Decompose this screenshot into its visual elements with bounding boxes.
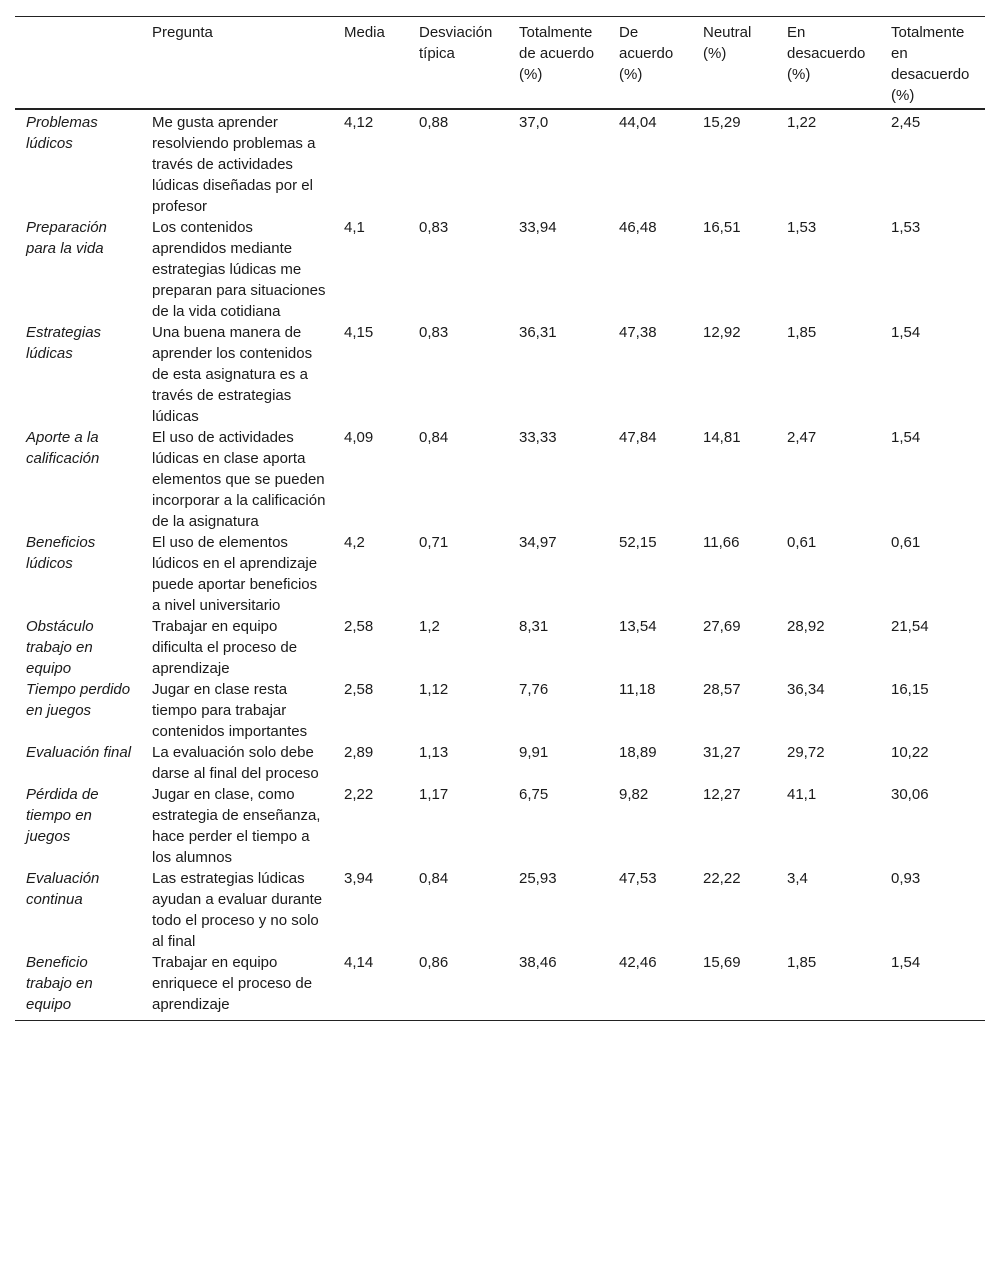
cell-disagree: 0,61 (787, 534, 817, 551)
cell-strongly-disagree: 16,15 (891, 681, 929, 698)
cell-category: Beneficio trabajo en equipo (26, 954, 93, 1013)
table-row (15, 742, 985, 784)
cell-mean: 4,12 (344, 114, 374, 131)
cell-strongly-agree: 33,94 (519, 219, 557, 236)
column-header-std-dev: Desviación típica (419, 24, 493, 62)
cell-question: Las estrategias lúdicas ayudan a evaluar durante todo el proceso y no solo al final (152, 870, 323, 950)
header-row (15, 17, 985, 110)
cell-agree: 47,53 (619, 870, 657, 887)
table-body (15, 109, 985, 1021)
cell-neutral: 22,22 (703, 870, 741, 887)
cell-disagree: 1,85 (787, 954, 817, 971)
cell-mean: 2,58 (344, 681, 374, 698)
cell-std-dev: 1,2 (419, 618, 440, 635)
table-row (15, 952, 985, 1021)
cell-strongly-disagree: 2,45 (891, 114, 921, 131)
cell-agree: 11,18 (619, 681, 656, 698)
cell-agree: 13,54 (619, 618, 657, 635)
cell-neutral: 27,69 (703, 618, 741, 635)
cell-neutral: 14,81 (703, 429, 741, 446)
cell-mean: 4,2 (344, 534, 365, 551)
cell-question: Jugar en clase, como estrategia de enseñanza, hace perder el tiempo a los alumnos (152, 786, 321, 866)
survey-results-table (15, 16, 985, 1021)
cell-strongly-agree: 25,93 (519, 870, 557, 887)
cell-strongly-disagree: 30,06 (891, 786, 929, 803)
cell-question: El uso de actividades lúdicas en clase aporta elementos que se pueden incorporar a la calificación de la asignatura (152, 429, 326, 530)
cell-category: Aporte a la calificación (26, 429, 100, 467)
table-row (15, 109, 985, 217)
cell-disagree: 1,22 (787, 114, 817, 131)
cell-mean: 2,58 (344, 618, 374, 635)
table-row (15, 616, 985, 679)
cell-std-dev: 0,71 (419, 534, 449, 551)
cell-question: La evaluación solo debe darse al final del proceso (152, 744, 319, 782)
column-header-question: Pregunta (152, 24, 213, 41)
column-header-agree: De acuerdo (%) (619, 24, 674, 83)
cell-category: Pérdida de tiempo en juegos (26, 786, 99, 845)
cell-mean: 3,94 (344, 870, 374, 887)
cell-mean: 4,1 (344, 219, 365, 236)
cell-mean: 4,15 (344, 324, 374, 341)
table-row (15, 679, 985, 742)
cell-strongly-disagree: 21,54 (891, 618, 929, 635)
cell-question: Me gusta aprender resolviendo problemas a través de actividades lúdicas diseñadas por el profesor (152, 114, 316, 215)
cell-strongly-disagree: 1,54 (891, 954, 921, 971)
cell-agree: 46,48 (619, 219, 657, 236)
cell-strongly-agree: 8,31 (519, 618, 549, 635)
cell-category: Evaluación continua (26, 870, 100, 908)
cell-std-dev: 0,86 (419, 954, 449, 971)
table-row (15, 532, 985, 616)
cell-std-dev: 1,12 (419, 681, 449, 698)
table-header (15, 17, 985, 110)
cell-neutral: 12,27 (703, 786, 741, 803)
cell-neutral: 31,27 (703, 744, 741, 761)
cell-category: Evaluación final (26, 744, 132, 761)
cell-agree: 9,82 (619, 786, 649, 803)
cell-agree: 42,46 (619, 954, 657, 971)
cell-strongly-agree: 37,0 (519, 114, 549, 131)
cell-disagree: 29,72 (787, 744, 825, 761)
column-header-mean: Media (344, 24, 385, 41)
cell-strongly-disagree: 0,61 (891, 534, 921, 551)
cell-strongly-agree: 36,31 (519, 324, 557, 341)
cell-std-dev: 1,13 (419, 744, 449, 761)
table-row (15, 217, 985, 322)
cell-agree: 52,15 (619, 534, 657, 551)
cell-category: Preparación para la vida (26, 219, 107, 257)
cell-strongly-disagree: 0,93 (891, 870, 921, 887)
cell-neutral: 11,66 (703, 534, 740, 551)
cell-disagree: 28,92 (787, 618, 825, 635)
cell-std-dev: 0,84 (419, 429, 449, 446)
column-header-disagree: En desacuerdo (%) (787, 24, 866, 83)
cell-category: Problemas lúdicos (26, 114, 98, 152)
cell-disagree: 41,1 (787, 786, 817, 803)
cell-question: El uso de elementos lúdicos en el aprendizaje puede aportar beneficios a nivel universitario (152, 534, 318, 614)
cell-neutral: 16,51 (703, 219, 741, 236)
cell-std-dev: 0,83 (419, 324, 449, 341)
cell-strongly-agree: 38,46 (519, 954, 557, 971)
cell-std-dev: 0,83 (419, 219, 449, 236)
cell-neutral: 15,29 (703, 114, 741, 131)
cell-disagree: 1,53 (787, 219, 817, 236)
table-row (15, 427, 985, 532)
column-header-strongly-agree: Totalmente de acuerdo (%) (519, 24, 595, 83)
cell-question: Una buena manera de aprender los contenidos de esta asignatura es a través de estrategias lúdicas (152, 324, 313, 425)
column-header-neutral: Neutral (%) (703, 24, 752, 62)
cell-std-dev: 0,84 (419, 870, 449, 887)
cell-strongly-agree: 9,91 (519, 744, 549, 761)
table-row (15, 322, 985, 427)
column-header-category (15, 17, 141, 110)
cell-agree: 47,38 (619, 324, 657, 341)
cell-agree: 18,89 (619, 744, 657, 761)
cell-neutral: 28,57 (703, 681, 741, 698)
cell-strongly-agree: 6,75 (519, 786, 549, 803)
cell-std-dev: 1,17 (419, 786, 449, 803)
cell-question: Jugar en clase resta tiempo para trabajar contenidos importantes (152, 681, 308, 740)
cell-disagree: 3,4 (787, 870, 808, 887)
cell-category: Beneficios lúdicos (26, 534, 96, 572)
cell-strongly-agree: 33,33 (519, 429, 557, 446)
cell-question: Trabajar en equipo enriquece el proceso de aprendizaje (152, 954, 313, 1013)
cell-neutral: 15,69 (703, 954, 741, 971)
column-header-strongly-disagree: Totalmente en desacuerdo (%) (891, 24, 970, 104)
cell-strongly-agree: 34,97 (519, 534, 557, 551)
cell-strongly-disagree: 1,54 (891, 429, 921, 446)
cell-disagree: 2,47 (787, 429, 817, 446)
cell-question: Trabajar en equipo dificulta el proceso de aprendizaje (152, 618, 298, 677)
cell-strongly-agree: 7,76 (519, 681, 549, 698)
cell-std-dev: 0,88 (419, 114, 449, 131)
table-row (15, 784, 985, 868)
cell-neutral: 12,92 (703, 324, 741, 341)
cell-agree: 47,84 (619, 429, 657, 446)
cell-agree: 44,04 (619, 114, 657, 131)
cell-disagree: 36,34 (787, 681, 825, 698)
cell-mean: 4,09 (344, 429, 374, 446)
cell-strongly-disagree: 1,54 (891, 324, 921, 341)
cell-mean: 2,22 (344, 786, 374, 803)
cell-category: Tiempo perdido en juegos (26, 681, 131, 719)
cell-question: Los contenidos aprendidos mediante estrategias lúdicas me preparan para situaciones de la vida cotidiana (152, 219, 326, 320)
table-row (15, 868, 985, 952)
cell-disagree: 1,85 (787, 324, 817, 341)
cell-category: Estrategias lúdicas (26, 324, 102, 362)
cell-mean: 4,14 (344, 954, 374, 971)
cell-strongly-disagree: 10,22 (891, 744, 929, 761)
cell-mean: 2,89 (344, 744, 374, 761)
cell-category: Obstáculo trabajo en equipo (26, 618, 94, 677)
cell-strongly-disagree: 1,53 (891, 219, 921, 236)
